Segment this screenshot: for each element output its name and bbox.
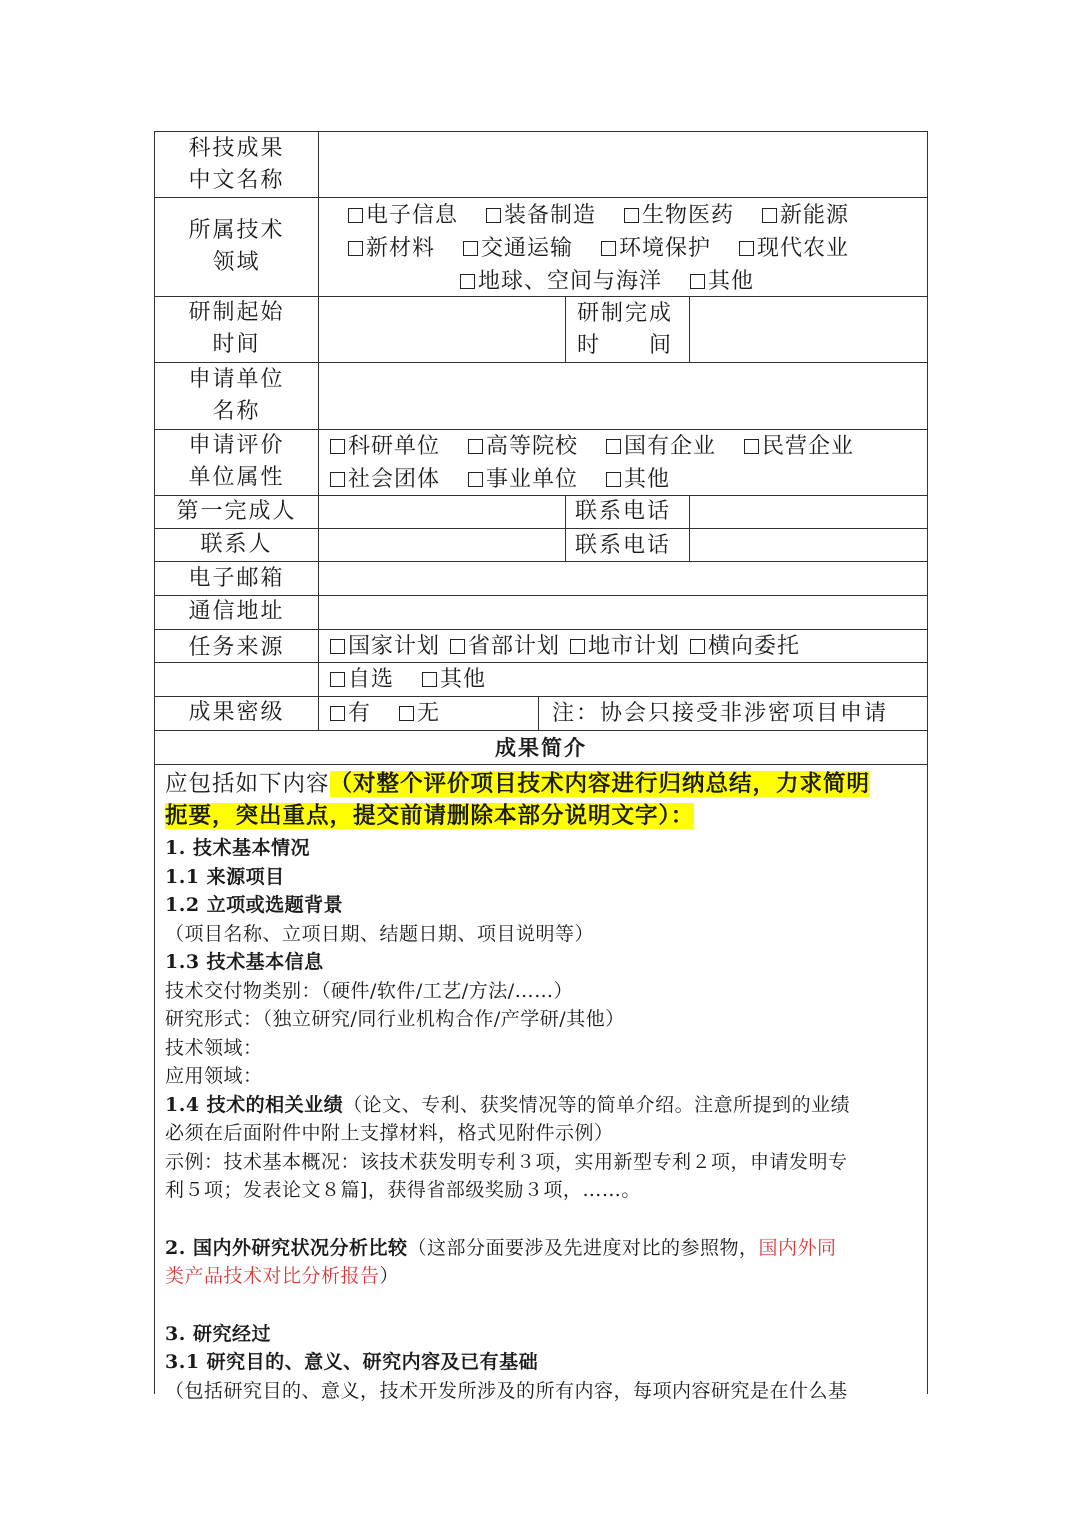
section-heading: 1.3 技术基本信息 xyxy=(165,951,324,973)
label-line: 申请评价 xyxy=(188,433,285,458)
unit-attribute-options xyxy=(320,430,928,495)
option-label: 国有企业 xyxy=(624,434,717,459)
checkbox-option[interactable] xyxy=(606,467,670,492)
option-label: 民营企业 xyxy=(762,434,855,459)
note-text: 注：协会只接受非涉密项目申请 xyxy=(552,701,889,726)
option-label: 地球、空间与海洋 xyxy=(478,269,663,294)
checkbox-icon xyxy=(468,472,483,487)
option-row xyxy=(320,463,928,496)
evaluation-form xyxy=(154,131,928,1402)
checkbox-option[interactable] xyxy=(690,269,754,294)
checkbox-option[interactable] xyxy=(606,434,716,459)
label-contact xyxy=(155,528,319,562)
col-divider xyxy=(689,297,690,362)
option-row xyxy=(320,663,928,696)
option-label: 生物医药 xyxy=(642,203,735,228)
checkbox-option[interactable] xyxy=(463,236,573,261)
option-row xyxy=(320,265,928,298)
label-line: 申请单位 xyxy=(188,366,285,392)
option-label: 其他 xyxy=(440,667,487,692)
checkbox-icon xyxy=(330,439,345,454)
option-label: 国家计划 xyxy=(348,634,441,659)
start-time-field[interactable] xyxy=(320,297,565,362)
checkbox-icon xyxy=(468,439,483,454)
checkbox-icon xyxy=(450,639,465,654)
row-divider xyxy=(155,764,927,765)
checkbox-option[interactable] xyxy=(744,434,854,459)
label-secrecy xyxy=(155,696,319,730)
section-heading: 1.2 立项或选题背景 xyxy=(165,894,344,916)
option-label: 自选 xyxy=(348,667,395,692)
option-label: 交通运输 xyxy=(481,236,574,261)
intro-highlight: 扼要，突出重点，提交前请删除本部分说明文字）： xyxy=(165,803,695,829)
checkbox-option[interactable] xyxy=(624,203,734,228)
checkbox-icon xyxy=(570,639,585,654)
checkbox-option[interactable] xyxy=(422,667,486,692)
option-label: 地市计划 xyxy=(588,634,681,659)
checkbox-option[interactable] xyxy=(762,203,849,228)
checkbox-icon xyxy=(330,672,345,687)
label-unit-attribute xyxy=(155,429,319,495)
option-label: 新能源 xyxy=(780,203,850,228)
label-line: 研制完成 xyxy=(577,301,674,326)
checkbox-option[interactable] xyxy=(330,701,371,726)
section-heading: 2. 国内外研究状况分析比较 xyxy=(165,1236,408,1259)
secrecy-note xyxy=(540,697,928,730)
label-tech-field xyxy=(155,197,319,296)
option-label: 无 xyxy=(417,701,441,726)
section-heading: 3. 研究经过 xyxy=(165,1322,271,1345)
section-heading: 3.1 研究目的、意义、研究内容及已有基础 xyxy=(165,1351,539,1373)
section-heading: 1.1 来源项目 xyxy=(165,865,285,888)
checkbox-option[interactable] xyxy=(450,634,560,659)
label-line: 单位属性 xyxy=(188,465,285,490)
option-label: 横向委托 xyxy=(708,634,801,659)
label-line: 科技成果 xyxy=(188,135,285,161)
label-line: 时间 xyxy=(212,332,261,357)
label-task-source xyxy=(155,629,319,696)
checkbox-icon xyxy=(762,208,777,223)
option-row xyxy=(320,630,928,663)
achievement-name-field[interactable] xyxy=(320,132,928,197)
label-line: 中文名称 xyxy=(188,167,285,193)
label-line: 通信地址 xyxy=(188,599,285,624)
label-finish-time xyxy=(567,298,689,362)
first-person-field[interactable] xyxy=(320,496,565,528)
checkbox-option[interactable] xyxy=(330,467,440,492)
option-label: 装备制造 xyxy=(504,203,597,228)
checkbox-icon xyxy=(739,241,754,256)
checkbox-icon xyxy=(690,274,705,289)
option-label: 其他 xyxy=(624,467,671,492)
checkbox-icon xyxy=(624,208,639,223)
checkbox-icon xyxy=(348,208,363,223)
label-line: 研制起始 xyxy=(188,300,285,325)
option-label: 社会团体 xyxy=(348,467,441,492)
label-line: 时 间 xyxy=(577,333,674,358)
body-line: 示例：技术基本概况：该技术获发明专利３项，实用新型专利２项，申请发明专 xyxy=(165,1150,848,1173)
option-label: 电子信息 xyxy=(366,203,459,228)
summary-body[interactable] xyxy=(165,768,920,1405)
red-note: 类产品技术对比分析报告 xyxy=(165,1265,380,1287)
body-line xyxy=(165,1262,920,1291)
checkbox-option[interactable] xyxy=(468,467,578,492)
body-line: （包括研究目的、意义，技术开发所涉及的所有内容，每项内容研究是在什么基 xyxy=(165,1379,848,1402)
checkbox-option[interactable] xyxy=(468,434,578,459)
checkbox-icon xyxy=(606,439,621,454)
label-line: 所属技术 xyxy=(188,217,285,243)
checkbox-icon xyxy=(399,706,414,721)
section-note: ） xyxy=(379,1265,400,1287)
body-line xyxy=(165,1234,920,1263)
checkbox-option[interactable] xyxy=(330,434,440,459)
task-source-options xyxy=(320,630,928,696)
option-label: 新材料 xyxy=(366,236,436,261)
checkbox-option[interactable] xyxy=(330,634,440,659)
contact-field[interactable] xyxy=(320,529,565,562)
section-note: （项目名称、立项日期、结题日期、项目说明等） xyxy=(165,922,595,945)
checkbox-option[interactable] xyxy=(348,203,458,228)
checkbox-option[interactable] xyxy=(601,236,711,261)
option-label: 科研单位 xyxy=(348,434,441,459)
section-note: （论文、专利、获奖情况等的简单介绍。注意所提到的业绩 xyxy=(343,1093,851,1116)
intro-plain: 应包括如下内容 xyxy=(165,771,330,797)
section-note: （这部分面要涉及先进度对比的参照物， xyxy=(407,1236,759,1259)
col-divider xyxy=(565,496,566,562)
summary-intro xyxy=(165,768,920,832)
option-label: 其他 xyxy=(708,269,755,294)
red-note: 国内外同 xyxy=(758,1236,837,1259)
label-phone-1 xyxy=(567,496,689,528)
label-phone-2 xyxy=(567,529,689,562)
label-achievement-name xyxy=(155,132,319,197)
checkbox-icon xyxy=(601,241,616,256)
checkbox-option[interactable] xyxy=(739,236,849,261)
col-divider xyxy=(689,496,690,562)
label-line: 联系人 xyxy=(200,532,273,557)
label-line: 任务来源 xyxy=(188,634,285,660)
checkbox-option[interactable] xyxy=(399,701,440,726)
summary-header-text: 成果简介 xyxy=(495,735,587,760)
body-line xyxy=(165,1091,920,1120)
label-start-time xyxy=(155,296,319,362)
col-divider xyxy=(565,297,566,362)
body-line: 研究形式：（独立研究/同行业机构合作/产学研/其他） xyxy=(165,1008,625,1030)
checkbox-option[interactable] xyxy=(330,667,394,692)
email-field[interactable] xyxy=(320,563,928,595)
label-line: 电子邮箱 xyxy=(188,565,285,591)
spacer xyxy=(165,1205,920,1234)
checkbox-icon xyxy=(330,472,345,487)
option-label: 现代农业 xyxy=(757,236,850,261)
label-address xyxy=(155,595,319,629)
label-line: 名称 xyxy=(212,398,261,424)
checkbox-icon xyxy=(330,706,345,721)
col-divider xyxy=(538,697,539,730)
option-row xyxy=(320,199,928,232)
finish-time-field[interactable] xyxy=(691,297,928,362)
checkbox-icon xyxy=(460,274,475,289)
option-row xyxy=(320,430,928,463)
section-heading: 1.4 技术的相关业绩 xyxy=(165,1093,344,1116)
option-label: 环境保护 xyxy=(619,236,712,261)
spacer xyxy=(165,1291,920,1320)
label-email xyxy=(155,562,319,595)
intro-highlight: （对整个评价项目技术内容进行归纳总结，力求简明 xyxy=(329,771,871,797)
body-line: 必须在后面附件中附上支撑材料，格式见附件示例） xyxy=(165,1122,614,1144)
option-row xyxy=(320,232,928,265)
body-line: 利５项；发表论文８篇]，获得省部级奖励３项，……。 xyxy=(165,1179,641,1201)
label-line: 联系电话 xyxy=(575,499,672,524)
secrecy-options xyxy=(320,697,538,730)
option-label: 省部计划 xyxy=(468,634,561,659)
checkbox-option[interactable] xyxy=(486,203,596,228)
summary-header xyxy=(155,731,927,764)
checkbox-icon xyxy=(690,639,705,654)
option-label: 有 xyxy=(348,701,372,726)
label-first-person xyxy=(155,495,319,528)
applicant-name-field[interactable] xyxy=(320,363,928,429)
label-line: 成果密级 xyxy=(188,700,285,725)
label-applicant-name xyxy=(155,362,319,429)
label-line: 第一完成人 xyxy=(176,498,297,524)
body-line: 技术领域： xyxy=(165,1036,263,1059)
checkbox-icon xyxy=(744,439,759,454)
checkbox-option[interactable] xyxy=(348,236,435,261)
checkbox-icon xyxy=(486,208,501,223)
body-line: 技术交付物类别：（硬件/软件/工艺/方法/……） xyxy=(165,979,574,1002)
body-line: 应用领域： xyxy=(165,1065,263,1087)
checkbox-option[interactable] xyxy=(570,634,680,659)
checkbox-icon xyxy=(463,241,478,256)
label-line: 领域 xyxy=(212,249,261,275)
label-line: 联系电话 xyxy=(575,533,672,558)
phone-field-2[interactable] xyxy=(691,529,928,562)
checkbox-icon xyxy=(422,672,437,687)
checkbox-icon xyxy=(348,241,363,256)
checkbox-option[interactable] xyxy=(460,269,662,294)
section-heading: 1. 技术基本情况 xyxy=(165,837,310,859)
option-label: 事业单位 xyxy=(486,467,579,492)
option-label: 高等院校 xyxy=(486,434,579,459)
checkbox-icon xyxy=(606,472,621,487)
checkbox-option[interactable] xyxy=(690,634,800,659)
checkbox-icon xyxy=(330,639,345,654)
address-field[interactable] xyxy=(320,596,928,629)
tech-field-options xyxy=(320,199,928,296)
phone-field-1[interactable] xyxy=(691,496,928,528)
